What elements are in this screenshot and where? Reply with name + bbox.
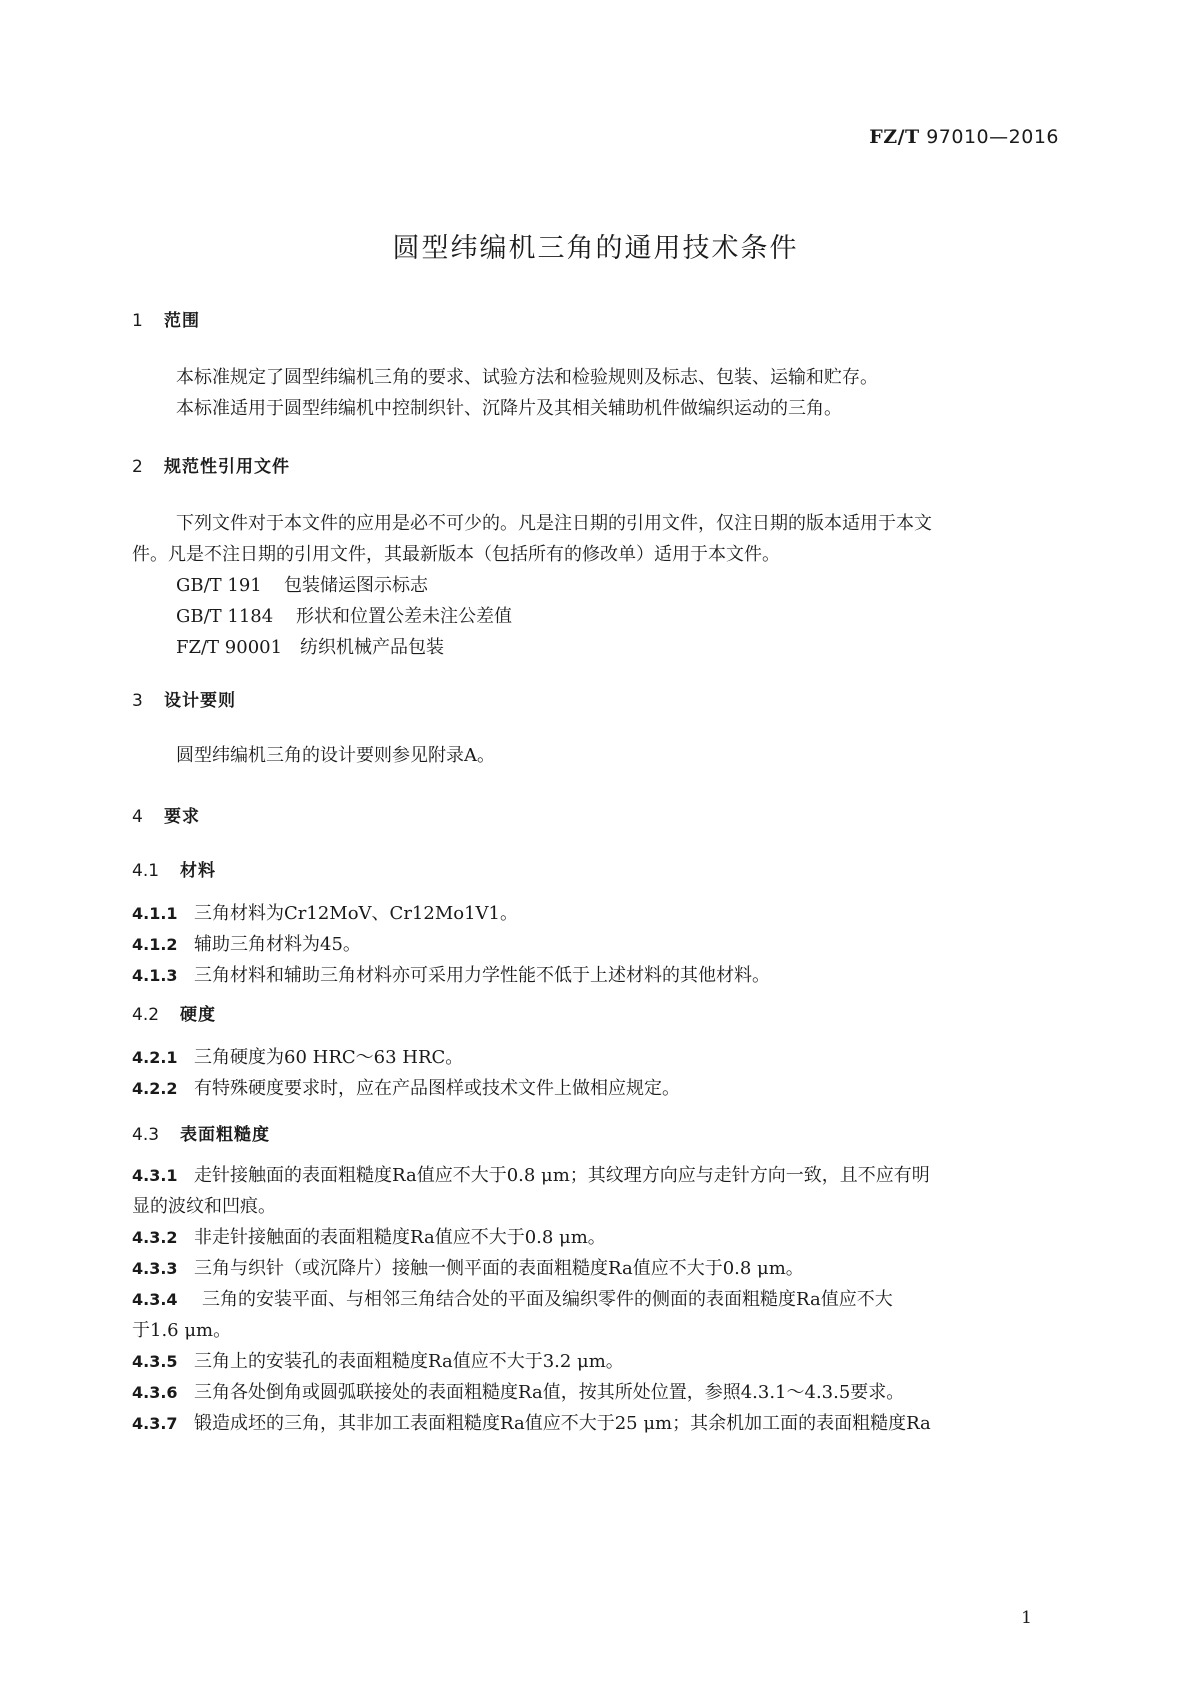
clause-text: 走针接触面的表面粗糙度Ra值应不大于0.8 μm；其纹理方向应与走针方向一致，且不应有明 [194, 1165, 930, 1186]
section-title: 设计要则 [164, 691, 236, 711]
subsection-number: 4.3 [132, 1125, 160, 1145]
clause-number: 4.1.3 [132, 966, 178, 985]
clause-number: 4.3.2 [132, 1228, 178, 1247]
subsection-4-2-body [132, 1042, 1060, 1104]
clause [132, 1073, 1060, 1104]
clause-text: 三角硬度为60 HRC～63 HRC。 [194, 1047, 464, 1068]
clause-text: 三角上的安装孔的表面粗糙度Ra值应不大于3.2 μm。 [194, 1351, 624, 1372]
subsection-4-3-heading [132, 1120, 1060, 1151]
clause-number: 4.1.2 [132, 935, 178, 954]
reference-item [132, 570, 1060, 601]
clause-number: 4.2.1 [132, 1048, 178, 1067]
standard-code-number: 97010—2016 [926, 126, 1059, 148]
paragraph-line: 下列文件对于本文件的应用是必不可少的。凡是注日期的引用文件，仅注日期的版本适用于本文 [176, 513, 932, 534]
clause-text: 锻造成坯的三角，其非加工表面粗糙度Ra值应不大于25 μm；其余机加工面的表面粗糙度Ra [194, 1413, 931, 1434]
clause-text: 辅助三角材料为45。 [194, 934, 361, 955]
clause-number: 4.3.4 [132, 1290, 178, 1309]
subsection-4-1-heading [132, 856, 1060, 887]
page-number: 1 [1021, 1608, 1032, 1628]
document-title: 圆型纬编机三角的通用技术条件 [392, 233, 799, 264]
clause-number: 4.1.1 [132, 904, 178, 923]
paragraph-line: 件。凡是不注日期的引用文件，其最新版本（包括所有的修改单）适用于本文件。 [132, 544, 780, 565]
subsection-4-3-body [132, 1160, 1060, 1439]
clause-number: 4.3.5 [132, 1352, 178, 1371]
standard-code-prefix: FZ/T [869, 126, 920, 148]
clause-text: 三角各处倒角或圆弧联接处的表面粗糙度Ra值，按其所处位置，参照4.3.1～4.3.5要求。 [194, 1382, 905, 1403]
clause-text: 三角材料为Cr12MoV、Cr12Mo1V1。 [194, 903, 518, 924]
clause-number: 4.3.6 [132, 1383, 178, 1402]
section-number: 2 [132, 457, 143, 477]
reference-item [132, 632, 1060, 663]
clause [132, 1346, 1060, 1377]
reference-title: 包装储运图示标志 [284, 575, 428, 596]
clause [132, 1160, 1060, 1191]
reference-item [132, 601, 1060, 632]
section-number: 4 [132, 807, 143, 827]
clause-number: 4.3.3 [132, 1259, 178, 1278]
section-number: 1 [132, 311, 143, 331]
clause [132, 960, 1060, 991]
subsection-title: 表面粗糙度 [180, 1125, 270, 1145]
section-title: 规范性引用文件 [164, 457, 290, 477]
clause [132, 1042, 1060, 1073]
section-2-body [132, 508, 1060, 663]
clause [132, 929, 1060, 960]
clause [132, 898, 1060, 929]
clause-text: 三角的安装平面、与相邻三角结合处的平面及编织零件的侧面的表面粗糙度Ra值应不大 [202, 1289, 893, 1310]
clause [132, 1222, 1060, 1253]
clause-text: 三角材料和辅助三角材料亦可采用力学性能不低于上述材料的其他材料。 [194, 965, 770, 986]
section-3-body [132, 740, 1060, 771]
clause-number: 4.2.2 [132, 1079, 178, 1098]
subsection-4-1-body [132, 898, 1060, 991]
subsection-title: 材料 [180, 861, 216, 881]
section-4-heading [132, 802, 1060, 833]
section-3-heading [132, 686, 1060, 717]
clause-continuation: 显的波纹和凹痕。 [132, 1196, 276, 1217]
reference-title: 形状和位置公差未注公差值 [296, 606, 512, 627]
section-number: 3 [132, 691, 143, 711]
subsection-4-2-heading [132, 1000, 1060, 1031]
clause-number: 4.3.1 [132, 1166, 178, 1185]
clause-text: 有特殊硬度要求时，应在产品图样或技术文件上做相应规定。 [194, 1078, 680, 1099]
paragraph: 本标准适用于圆型纬编机中控制织针、沉降片及其相关辅助机件做编织运动的三角。 [176, 398, 842, 419]
section-title: 要求 [164, 807, 200, 827]
clause [132, 1377, 1060, 1408]
section-title: 范围 [164, 311, 200, 331]
section-1-heading [132, 306, 1060, 337]
paragraph: 本标准规定了圆型纬编机三角的要求、试验方法和检验规则及标志、包装、运输和贮存。 [176, 367, 878, 388]
clause [132, 1408, 1060, 1439]
subsection-title: 硬度 [180, 1005, 216, 1025]
standard-code [869, 126, 1059, 148]
clause-continuation: 于1.6 μm。 [132, 1320, 232, 1341]
subsection-number: 4.2 [132, 1005, 160, 1025]
clause [132, 1284, 1060, 1315]
subsection-number: 4.1 [132, 861, 160, 881]
clause-text: 非走针接触面的表面粗糙度Ra值应不大于0.8 μm。 [194, 1227, 606, 1248]
section-2-heading [132, 452, 1060, 483]
reference-title: 纺织机械产品包装 [300, 637, 444, 658]
clause [132, 1253, 1060, 1284]
clause-text: 三角与织针（或沉降片）接触一侧平面的表面粗糙度Ra值应不大于0.8 μm。 [194, 1258, 804, 1279]
paragraph: 圆型纬编机三角的设计要则参见附录A。 [176, 745, 495, 766]
section-1-body [132, 362, 1060, 424]
clause-number: 4.3.7 [132, 1414, 178, 1433]
reference-code: GB/T 1184 [176, 606, 274, 627]
reference-code: GB/T 191 [176, 575, 262, 596]
reference-code: FZ/T 90001 [176, 637, 283, 658]
